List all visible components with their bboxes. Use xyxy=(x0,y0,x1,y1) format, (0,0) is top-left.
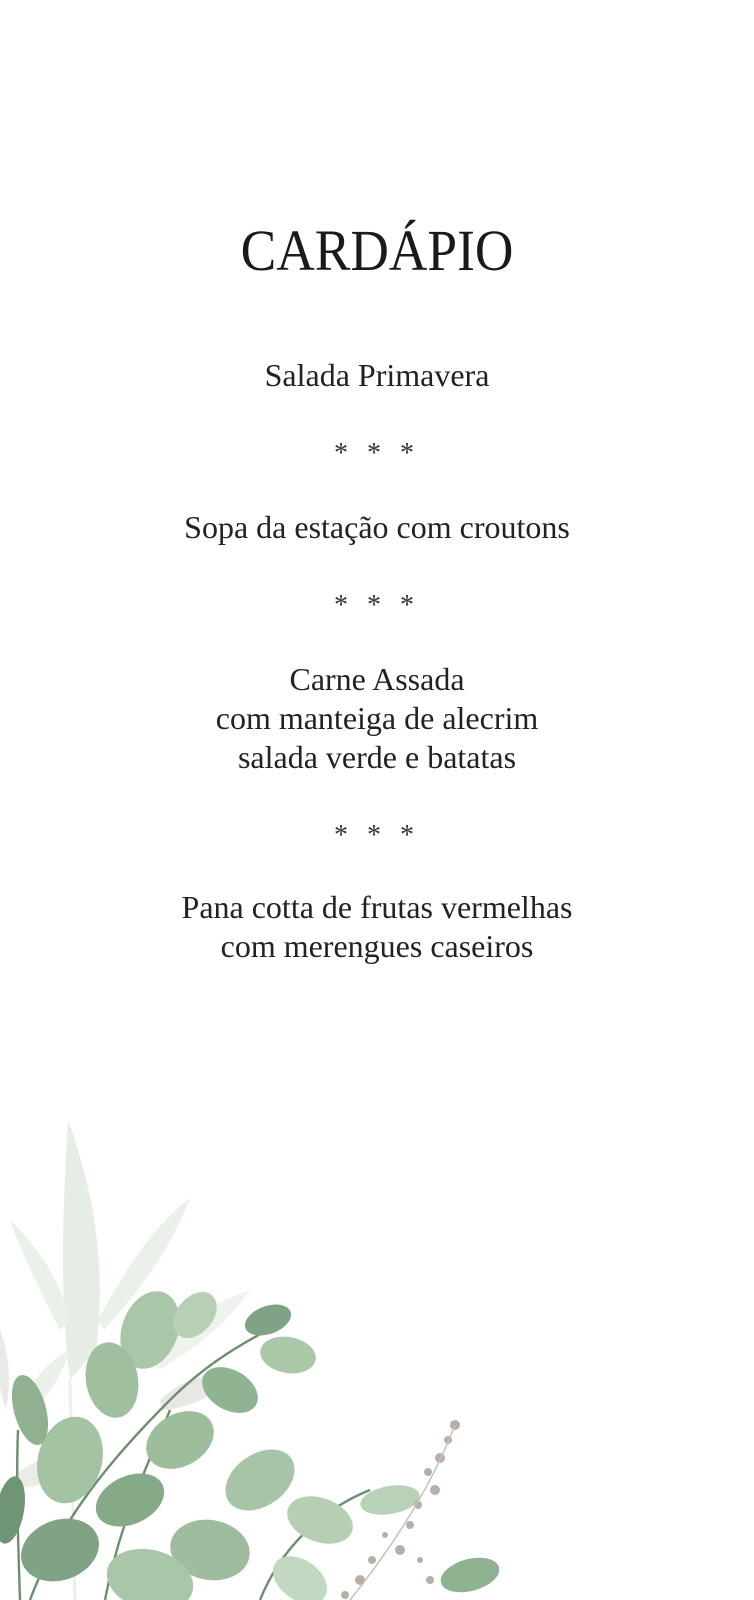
course-line: com merengues caseiros xyxy=(220,928,534,964)
course-dessert xyxy=(0,888,754,966)
course-main xyxy=(0,660,754,777)
flower-stem xyxy=(350,1425,455,1600)
eucalyptus-foliage-illustration xyxy=(0,1080,560,1600)
course-line: Pana cotta de frutas vermelhas xyxy=(181,889,573,925)
course-line: salada verde e batatas xyxy=(237,739,517,775)
separator: * * * xyxy=(334,590,420,621)
separator: * * * xyxy=(334,820,420,851)
separator: * * * xyxy=(334,438,420,469)
menu-title: CARDÁPIO xyxy=(240,218,514,283)
course-line: Salada Primavera xyxy=(264,357,490,393)
course-line: com manteiga de alecrim xyxy=(215,700,539,736)
course-starter xyxy=(0,356,754,395)
course-line: Sopa da estação com croutons xyxy=(184,509,570,545)
course-line: Carne Assada xyxy=(289,661,465,697)
course-soup xyxy=(0,508,754,547)
